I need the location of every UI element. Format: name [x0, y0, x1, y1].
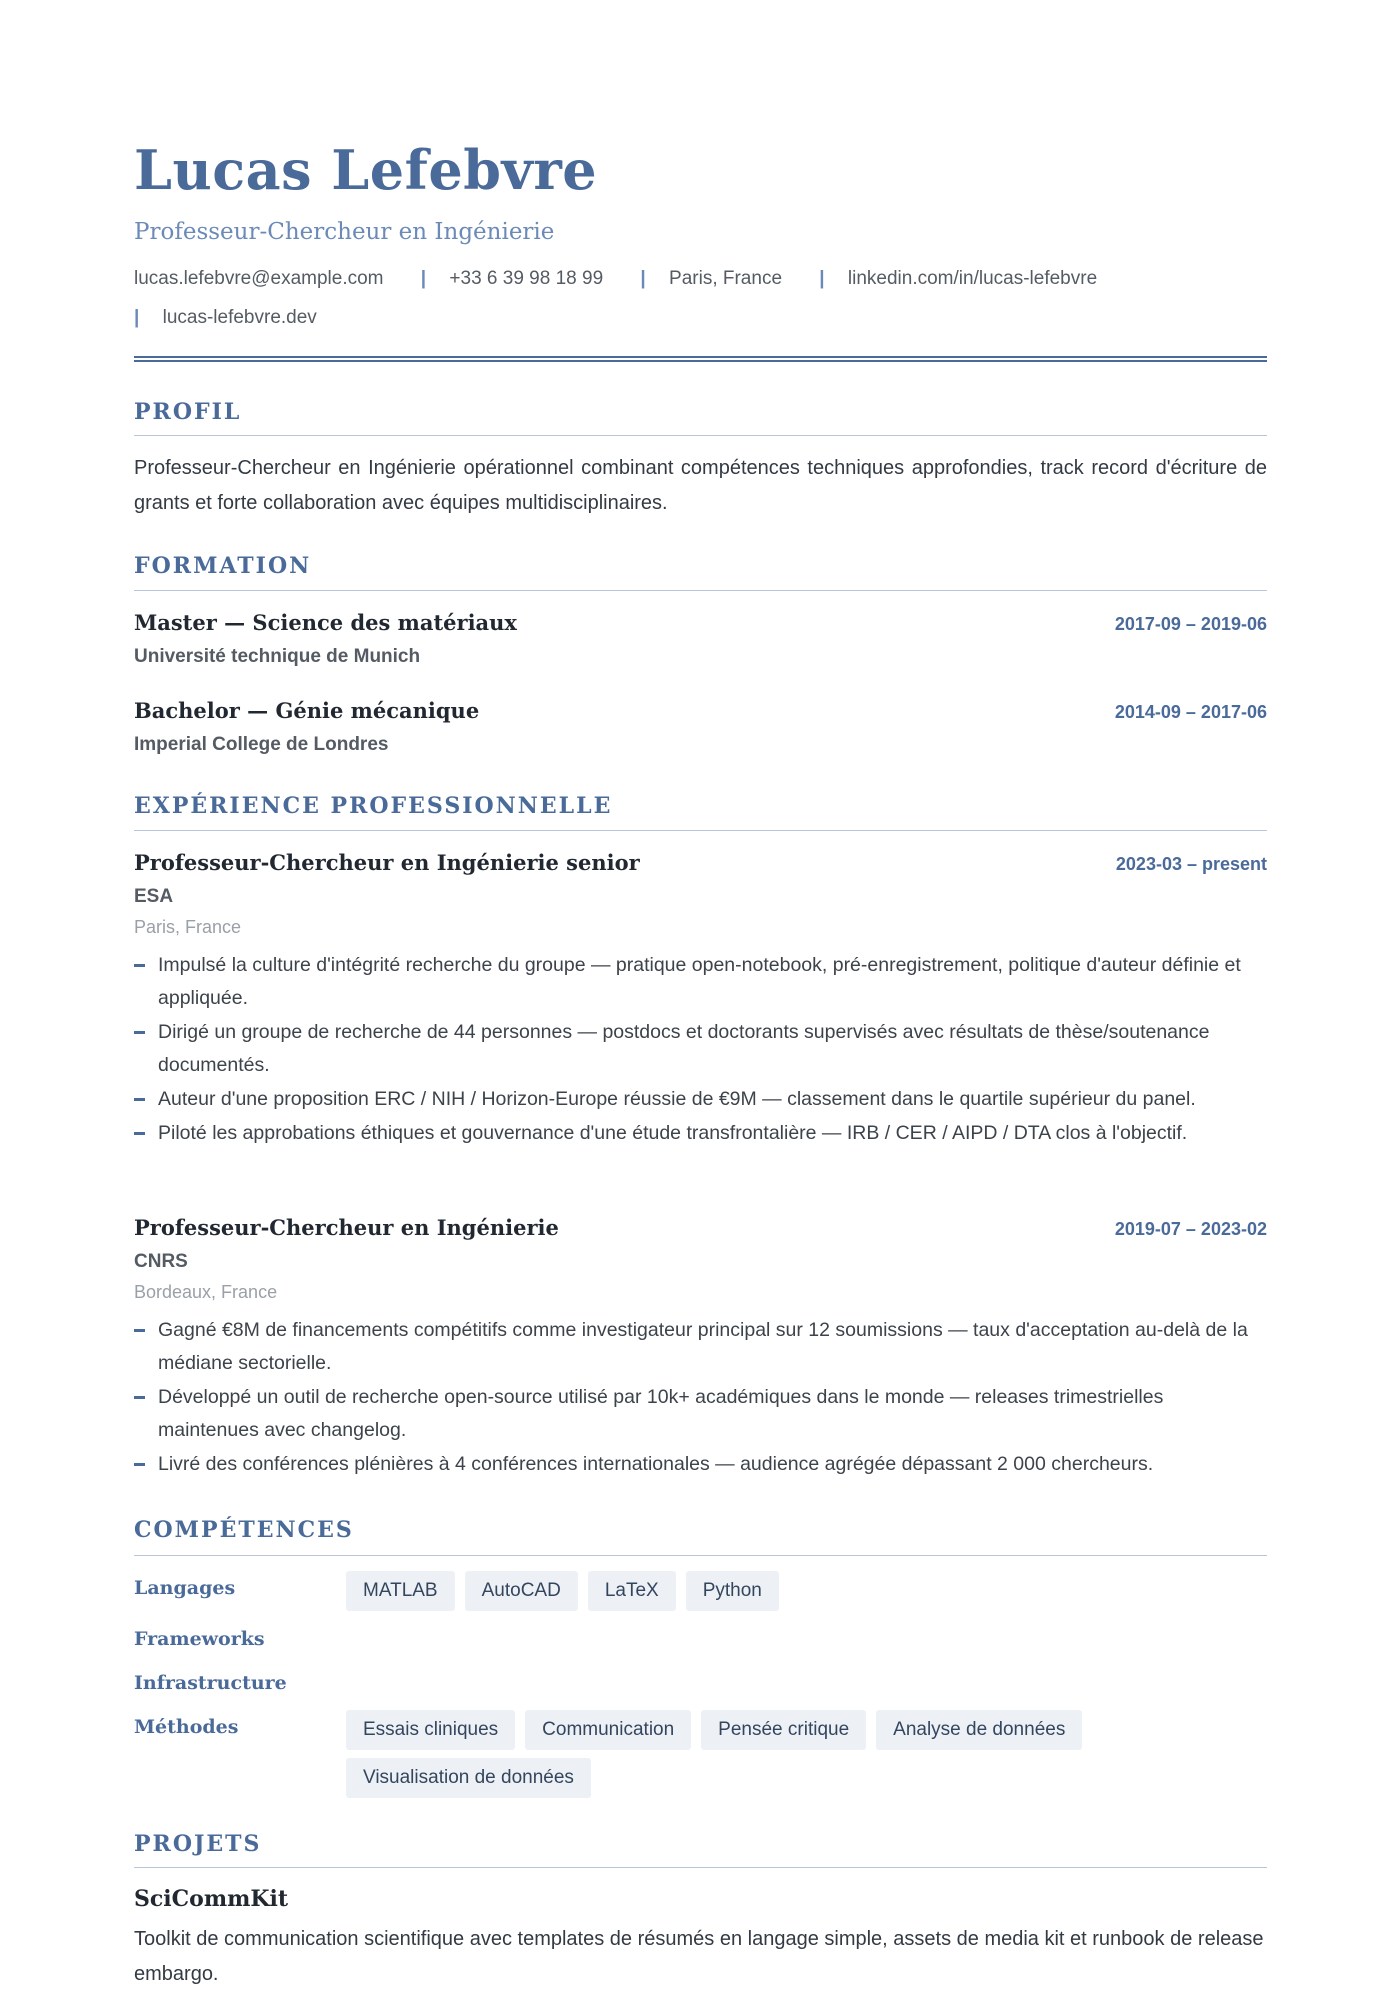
list-item: Piloté les approbations éthiques et gouvernance d'une étude transfrontalière — IRB / CER / AIPD / DTA clos à l'objectif.: [134, 1117, 1267, 1150]
contact-separator: |: [640, 268, 646, 289]
bullet-dash: [134, 1329, 145, 1332]
contact-line-2: [134, 307, 317, 329]
skill-tag: Pensée critique: [701, 1710, 866, 1750]
list-item: Gagné €8M de financements compétitifs comme investigateur principal sur 12 soumissions — taux d'acceptation au-delà de la médiane sectorielle.: [134, 1314, 1267, 1380]
skill-tag: Python: [686, 1571, 779, 1611]
contact-phone[interactable]: +33 6 39 98 18 99: [449, 268, 604, 289]
contact-location: Paris, France: [669, 268, 783, 289]
contact-separator: |: [819, 268, 825, 289]
project-description: Toolkit de communication scientifique avec templates de résumés en langage simple, assets de media kit et runbook de release embargo.: [134, 1928, 1264, 1985]
skill-tag: MATLAB: [346, 1571, 455, 1611]
section-divider: [134, 1867, 1267, 1868]
skill-tag: AutoCAD: [465, 1571, 578, 1611]
experience-org: ESA: [134, 886, 174, 907]
contact-line-1: [134, 268, 1097, 290]
list-item: Auteur d'une proposition ERC / NIH / Horizon-Europe réussie de €9M — classement dans le quartile supérieur du panel.: [134, 1083, 1267, 1116]
skill-group-label: Méthodes: [134, 1716, 239, 1738]
section-title-projects: PROJETS: [134, 1831, 262, 1857]
experience-bullets: [134, 1314, 1267, 1482]
contact-separator: |: [134, 307, 140, 328]
skill-group-label: Frameworks: [134, 1628, 265, 1650]
list-item: Développé un outil de recherche open-source utilisé par 10k+ académiques dans le monde — releases trimestrielles maintenues avec changelog.: [134, 1381, 1267, 1447]
skill-tag: Analyse de données: [876, 1710, 1082, 1750]
candidate-name: Lucas Lefebvre: [134, 138, 598, 202]
bullet-dash: [134, 1031, 145, 1034]
section-title-skills: COMPÉTENCES: [134, 1517, 354, 1543]
contact-separator: |: [420, 268, 427, 289]
contact-website[interactable]: lucas-lefebvre.dev: [162, 307, 317, 328]
experience-role: Professeur-Chercheur en Ingénierie: [134, 1215, 559, 1240]
contact-linkedin[interactable]: linkedin.com/in/lucas-lefebvre: [847, 268, 1098, 289]
section-divider: [134, 590, 1267, 591]
experience-dates: 2023-03 – present: [1115, 854, 1267, 874]
skill-tag: Visualisation de données: [346, 1758, 591, 1798]
list-item: Dirigé un groupe de recherche de 44 personnes — postdocs et doctorants supervisés avec résultats de thèse/soutenance documentés.: [134, 1016, 1267, 1082]
list-item: Impulsé la culture d'intégrité recherche du groupe — pratique open-notebook, pré-enregistrement, politique d'auteur définie et appliquée.: [134, 949, 1267, 1015]
section-title-profile: PROFIL: [134, 399, 242, 425]
bullet-dash: [134, 1132, 145, 1135]
bullet-dash: [134, 964, 145, 967]
skill-tags: [346, 1710, 1267, 1798]
list-item: Livré des conférences plénières à 4 conférences internationales — audience agrégée dépassant 2 000 chercheurs.: [134, 1448, 1267, 1481]
skill-group-label: Infrastructure: [134, 1672, 287, 1694]
bullet-dash: [134, 1098, 145, 1101]
profile-text: Professeur-Chercheur en Ingénierie opérationnel combinant compétences techniques approfondies, track record d'écriture de grants et forte collaboration avec équipes multidisciplinaires.: [134, 457, 1267, 514]
candidate-title: Professeur-Chercheur en Ingénierie: [134, 219, 555, 245]
bullet-dash: [134, 1396, 145, 1399]
section-divider: [134, 435, 1267, 436]
section-divider: [134, 830, 1267, 831]
skill-tag: Communication: [525, 1710, 691, 1750]
section-title-education: FORMATION: [134, 553, 312, 579]
project-name: SciCommKit: [134, 1886, 289, 1912]
education-dates: 2017-09 – 2019-06: [1114, 614, 1267, 634]
skill-tags: [346, 1571, 1267, 1611]
skill-tag: LaTeX: [588, 1571, 676, 1611]
header-divider: [134, 356, 1267, 362]
section-divider: [134, 1555, 1267, 1556]
section-title-experience: EXPÉRIENCE PROFESSIONNELLE: [134, 793, 613, 819]
skill-group-label: Langages: [134, 1577, 236, 1599]
bullet-dash: [134, 1463, 145, 1466]
education-degree: Master — Science des matériaux: [134, 610, 517, 635]
education-school: Université technique de Munich: [134, 646, 421, 667]
education-school: Imperial College de Londres: [134, 734, 389, 755]
experience-location: Paris, France: [134, 917, 242, 937]
experience-location: Bordeaux, France: [134, 1282, 278, 1302]
experience-dates: 2019-07 – 2023-02: [1114, 1219, 1267, 1239]
experience-role: Professeur-Chercheur en Ingénierie senior: [134, 850, 640, 875]
skill-tag: Essais cliniques: [346, 1710, 515, 1750]
education-degree: Bachelor — Génie mécanique: [134, 698, 480, 723]
contact-email[interactable]: lucas.lefebvre@example.com: [134, 268, 384, 289]
education-dates: 2014-09 – 2017-06: [1114, 702, 1267, 722]
experience-bullets: [134, 949, 1267, 1151]
experience-org: CNRS: [134, 1251, 188, 1272]
